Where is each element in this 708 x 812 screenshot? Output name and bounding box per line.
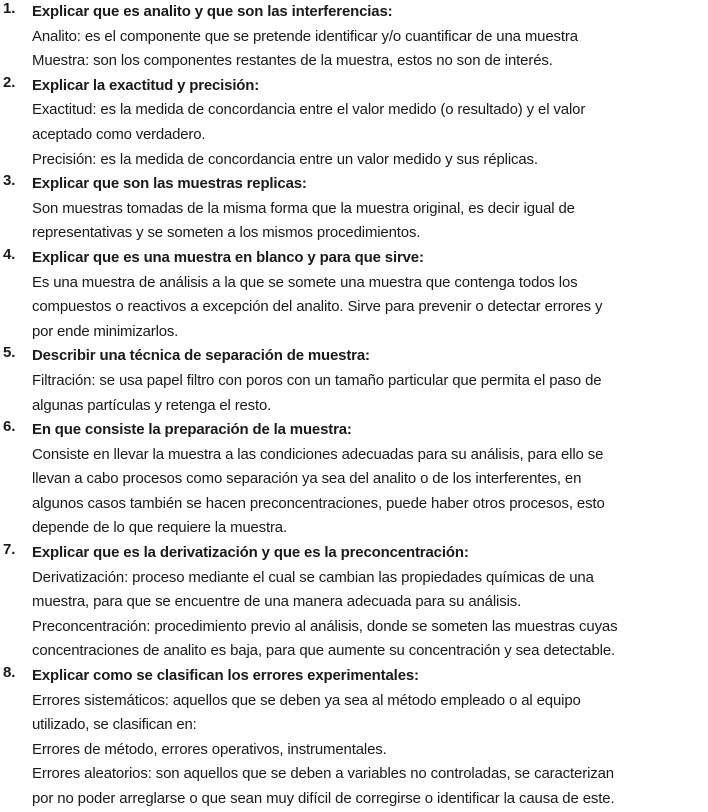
answer-line: por ende minimizarlos. — [32, 322, 179, 340]
question-title: Explicar que es la derivatización y que es la preconcentración: — [32, 544, 469, 562]
question-number: 5. — [3, 344, 16, 362]
question-title: Describir una técnica de separación de muestra: — [32, 347, 370, 365]
question-number: 8. — [3, 664, 16, 682]
question-title: Explicar como se clasifican los errores experimentales: — [32, 667, 419, 685]
answer-line: Derivatización: proceso mediante el cual se cambian las propiedades químicas de una — [32, 568, 594, 586]
question-item — [0, 172, 708, 246]
answer-line: aceptado como verdadero. — [32, 125, 206, 143]
answer-line: Muestra: son los componentes restantes de la muestra, estos no son de interés. — [32, 52, 553, 70]
answer-line: muestra, para que se encuentre de una manera adecuada para su análisis. — [32, 593, 522, 611]
answer-line: Analito: es el componente que se pretende identificar y/o cuantificar de una muestra — [32, 27, 578, 45]
answer-line: Preconcentración: procedimiento previo al análisis, donde se someten las muestras cuyas — [32, 617, 618, 635]
answer-line: compuestos o reactivos a excepción del analito. Sirve para prevenir o detectar errores y — [32, 298, 603, 316]
question-item — [0, 344, 708, 418]
question-title: Explicar que son las muestras replicas: — [32, 175, 307, 193]
question-item — [0, 246, 708, 344]
question-title: Explicar que es una muestra en blanco y para que sirve: — [32, 248, 424, 266]
answer-line: Filtración: se usa papel filtro con poros con un tamaño particular que permita el paso de — [32, 371, 602, 389]
answer-line: Precisión: es la medida de concordancia entre un valor medido y sus réplicas. — [32, 150, 538, 168]
answer-line: utilizado, se clasifican en: — [32, 716, 197, 734]
question-number: 2. — [3, 73, 16, 91]
question-number: 6. — [3, 418, 16, 436]
answer-line: llevan a cabo procesos como separación ya sea del analito o de los interferentes, en — [32, 470, 582, 488]
answer-line: Errores sistemáticos: aquellos que se deben ya sea al método empleado o al equipo — [32, 691, 581, 709]
answer-line: Exactitud: es la medida de concordancia entre el valor medido (o resultado) y el valor — [32, 101, 586, 119]
answer-line: Errores aleatorios: son aquellos que se deben a variables no controladas, se caracterizan — [32, 765, 614, 783]
question-item — [0, 418, 708, 541]
answer-line: Consiste en llevar la muestra a las condiciones adecuadas para su análisis, para ello se — [32, 445, 604, 463]
question-number: 3. — [3, 172, 16, 190]
answer-line: concentraciones de analito es baja, para que aumente su concentración y sea detectable. — [32, 642, 616, 660]
answer-line: representativas y se someten a los mismos procedimientos. — [32, 224, 421, 242]
question-number: 4. — [3, 245, 16, 263]
question-number: 1. — [3, 0, 16, 17]
question-item — [0, 664, 708, 812]
question-item — [0, 541, 708, 664]
question-title: En que consiste la preparación de la muestra: — [32, 421, 352, 439]
question-item — [0, 0, 708, 74]
answer-line: Son muestras tomadas de la misma forma que la muestra original, es decir igual de — [32, 199, 575, 217]
question-title: Explicar que es analito y que son las interferencias: — [32, 3, 393, 20]
question-number: 7. — [3, 541, 16, 559]
question-item — [0, 74, 708, 172]
answer-line: depende de lo que requiere la muestra. — [32, 519, 287, 537]
answer-line: algunas partículas y retenga el resto. — [32, 396, 272, 414]
answer-line: Es una muestra de análisis a la que se somete una muestra que contenga todos los — [32, 273, 578, 291]
answer-line: Errores de método, errores operativos, instrumentales. — [32, 740, 387, 758]
question-title: Explicar la exactitud y precisión: — [32, 76, 260, 94]
answer-line: algunos casos también se hacen preconcentraciones, puede haber otros procesos, esto — [32, 494, 605, 512]
answer-line: por no poder arreglarse o que sean muy difícil de corregirse o identificar la causa de este. — [32, 790, 615, 807]
